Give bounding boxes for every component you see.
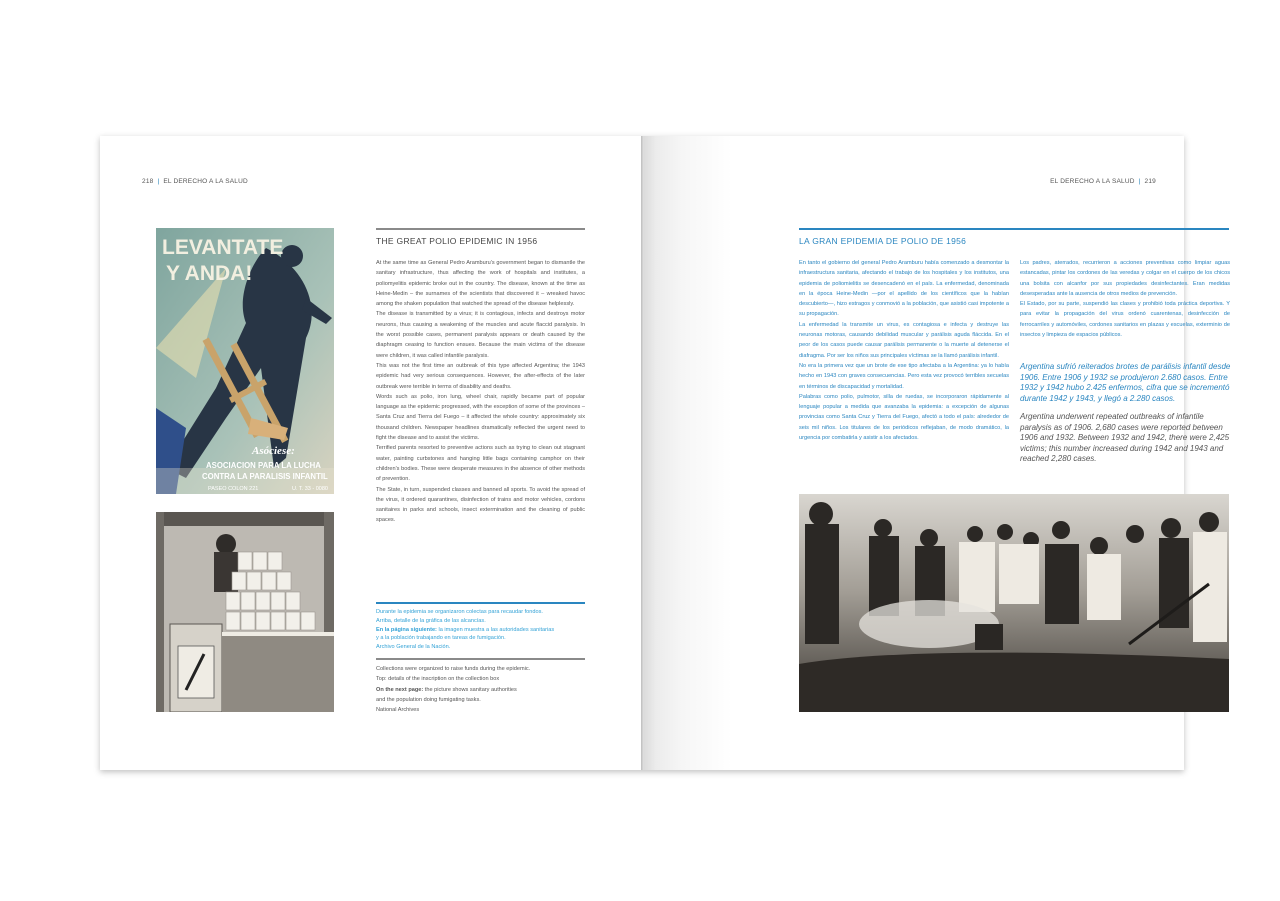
caption-rule-blue bbox=[376, 602, 585, 604]
paragraph: The State, in turn, suspended classes and banned all sports. To avoid the spread of the virus, it ordered quarantines, disinfection of trains and motor vehicles, cordons sanitaires in parks and schools, insect extermination and the cleaning of public spaces. bbox=[376, 486, 585, 524]
body-text-en bbox=[376, 258, 585, 526]
paragraph: Terrified parents resorted to preventive actions such as trying to clean out stagnant water, painting curbstones and hanging little bags containing camphor on their children's bodies. These were desperate measures in the absence of other methods of prevention. bbox=[376, 445, 585, 483]
caption-text: the picture shows sanitary authorities bbox=[423, 686, 517, 693]
paragraph: El Estado, por su parte, suspendió las clases y prohibió toda práctica deportiva. Y para evitar la propagación del virus ordenó cuarentenas, desinfección de ferrocarriles y automóviles, cordones sanitarios en plazas y escuelas, exterminio de insectos y limpieza de espacios públicos. bbox=[1020, 301, 1230, 339]
svg-text:Y ANDA!: Y ANDA! bbox=[166, 262, 253, 285]
polio-poster-image bbox=[156, 228, 334, 494]
body-text-es-col1 bbox=[799, 258, 1009, 443]
paragraph: No era la primera vez que un brote de ese tipo afectaba a la Argentina: ya lo había hecho en 1943 con graves consecuencias. Pero esta vez provocó terribles secuelas en términos de discapacidad y mortalidad. bbox=[799, 362, 1009, 390]
poster-address: PASEO COLON 221 bbox=[208, 486, 259, 492]
book-gutter bbox=[641, 136, 644, 770]
running-title: EL DERECHO A LA SALUD bbox=[163, 178, 248, 185]
pull-quote-en: Argentina underwent repeated outbreaks of infantile paralysis as of 1906. 2,680 cases were reported between 1906 and 1932. Between 1932 and 1942, there were 2,425 victims; this number increased during 1942 and 1943 and reached 2,280 cases. bbox=[1020, 412, 1230, 464]
heading-rule bbox=[799, 228, 1229, 230]
heading-rule bbox=[376, 228, 585, 230]
running-title: EL DERECHO A LA SALUD bbox=[1050, 178, 1135, 185]
book-spread bbox=[100, 136, 1231, 770]
caption-bold: On the next page: bbox=[376, 686, 424, 693]
caption-en bbox=[376, 664, 585, 715]
poster-org-line2: CONTRA LA PARALISIS INFANTIL bbox=[202, 472, 328, 481]
caption-line: Top: details of the inscription on the collection box bbox=[376, 676, 500, 683]
collection-box-photo bbox=[156, 512, 334, 712]
body-text-es-col2 bbox=[1020, 258, 1230, 340]
page-number: 219 bbox=[1144, 178, 1156, 185]
poster-phone: U. T. 33 - 0080 bbox=[292, 486, 328, 492]
right-page bbox=[642, 136, 1231, 770]
caption-line: Archivo General de la Nación. bbox=[376, 644, 451, 651]
paragraph: The disease is transmitted by a virus; it is contagious, infects and destroys motor neurons, thus causing a weakening of the muscles and acute flaccid paralysis. In the worst possible cases, permanent paralysis appears or death caused by the diaphragm ceasing to function ensues. Because the main victims of the disease were children, it was called infantile paralysis. bbox=[376, 311, 585, 359]
caption-line: y a la población trabajando en tareas de fumigación. bbox=[376, 635, 506, 642]
paragraph: Palabras como polio, pulmotor, silla de ruedas, se incorporaron rápidamente al lenguaje popular a medida que avanzaba la epidemia: a excepción de algunas provincias como Santa Cruz y Tierra del Fuego, afectó a todo el país: alrededor de seis mil niños. Los titulares de los periódicos reflejaban, de modo dramático, la urgencia por combatirla y asistir a los afectados. bbox=[799, 393, 1009, 442]
poster-headline: LEVANTATE bbox=[162, 236, 284, 259]
paragraph: La enfermedad la transmite un virus, es contagiosa e infecta y destruye las neuronas motoras, causando debilidad muscular y parálisis aguda fláccida. En el peor de los casos puede causar parálisis permanente o la muerte al detenerse el diafragma. Por ser los niños sus principales víctimas se la llamó parálisis infantil. bbox=[799, 321, 1009, 359]
poster-signature: Asóciese: bbox=[252, 445, 295, 457]
paragraph: This was not the first time an outbreak of this type affected Argentina; the 1943 epidemic had very serious consequences. However, the after-effects of the later outbreak were terrible in terms of disability and deaths. bbox=[376, 362, 585, 390]
caption-rule-gray bbox=[376, 658, 585, 660]
caption-line bbox=[376, 626, 585, 635]
running-head-left: 218 | EL DERECHO A LA SALUD bbox=[142, 178, 248, 185]
page-number: 218 bbox=[142, 178, 154, 185]
section-heading-es: LA GRAN EPIDEMIA DE POLIO DE 1956 bbox=[799, 236, 967, 246]
running-head-right: EL DERECHO A LA SALUD | 219 bbox=[1050, 178, 1156, 185]
paragraph: Los padres, aterrados, recurrieron a acciones preventivas como limpiar aguas estancadas, pintar los cordones de las veredas y colgar en el cuerpo de los chicos una bolsita con alcanfor por sus propiedades desinfectantes. Eran medidas desesperadas ante la ausencia de otros medios de prevención. bbox=[1020, 260, 1230, 297]
pull-quote-es: Argentina sufrió reiterados brotes de parálisis infantil desde 1906. Entre 1906 y 1932 se produjeron 2.680 casos. Entre 1932 y 1942 hubo 2.425 enfermos, cifra que se incrementó durante 1942 y 1943, y llegó a 2.280 casos. bbox=[1020, 362, 1231, 403]
paragraph: At the same time as General Pedro Aramburu's government began to dismantle the sanitary infrastructure, thus affecting the work of hospitals and institutes, a poliomyelitis epidemic broke out in the country. The disease, known at the time as Heine-Medin – the surnames of the scientists that discovered it – wreaked havoc among the shaken population that watched the spread of the disease helplessly. bbox=[376, 260, 585, 308]
caption-bold: En la página siguiente: bbox=[376, 626, 437, 633]
caption-text: la imagen muestra a las autoridades sanitarias bbox=[436, 626, 555, 633]
caption-line: Collections were organized to raise funds during the epidemic. bbox=[376, 666, 531, 672]
section-heading-en: THE GREAT POLIO EPIDEMIC IN 1956 bbox=[376, 236, 538, 246]
poster-org-line1: ASOCIACION PARA LA LUCHA bbox=[206, 461, 321, 470]
caption-line: Durante la epidemia se organizaron colectas para recaudar fondos. bbox=[376, 609, 543, 615]
left-page bbox=[100, 136, 642, 770]
caption-es bbox=[376, 608, 585, 652]
caption-line: National Archives bbox=[376, 707, 420, 714]
caption-line: Arriba, detalle de la gráfica de las alcancías. bbox=[376, 617, 486, 624]
fumigation-photo bbox=[799, 494, 1229, 712]
caption-line bbox=[376, 685, 585, 695]
paragraph: Words such as polio, iron lung, wheel chair, rapidly became part of popular language as the epidemic progressed, with the exception of some of the provinces – Santa Cruz and Tierra del Fuego – it affected the whole country: approximately six thousand children. Newspaper headlines dramatically reflected the urgent need to fight the disease and to assist the victims. bbox=[376, 393, 585, 442]
paragraph: En tanto el gobierno del general Pedro Aramburu había comenzado a desmontar la infraestructura sanitaria, afectando el trabajo de los hospitales y los institutos, una epidemia de poliomielitis se desencadenó en el país. La enfermedad, denominada en la época Heine-Medin —por el apellido de los científicos que la habían descubierto—, hizo estragos y conmovió a la población, que asistió casi impotente a su propagación. bbox=[799, 260, 1009, 318]
caption-line: and the population doing fumigating tasks. bbox=[376, 696, 481, 703]
